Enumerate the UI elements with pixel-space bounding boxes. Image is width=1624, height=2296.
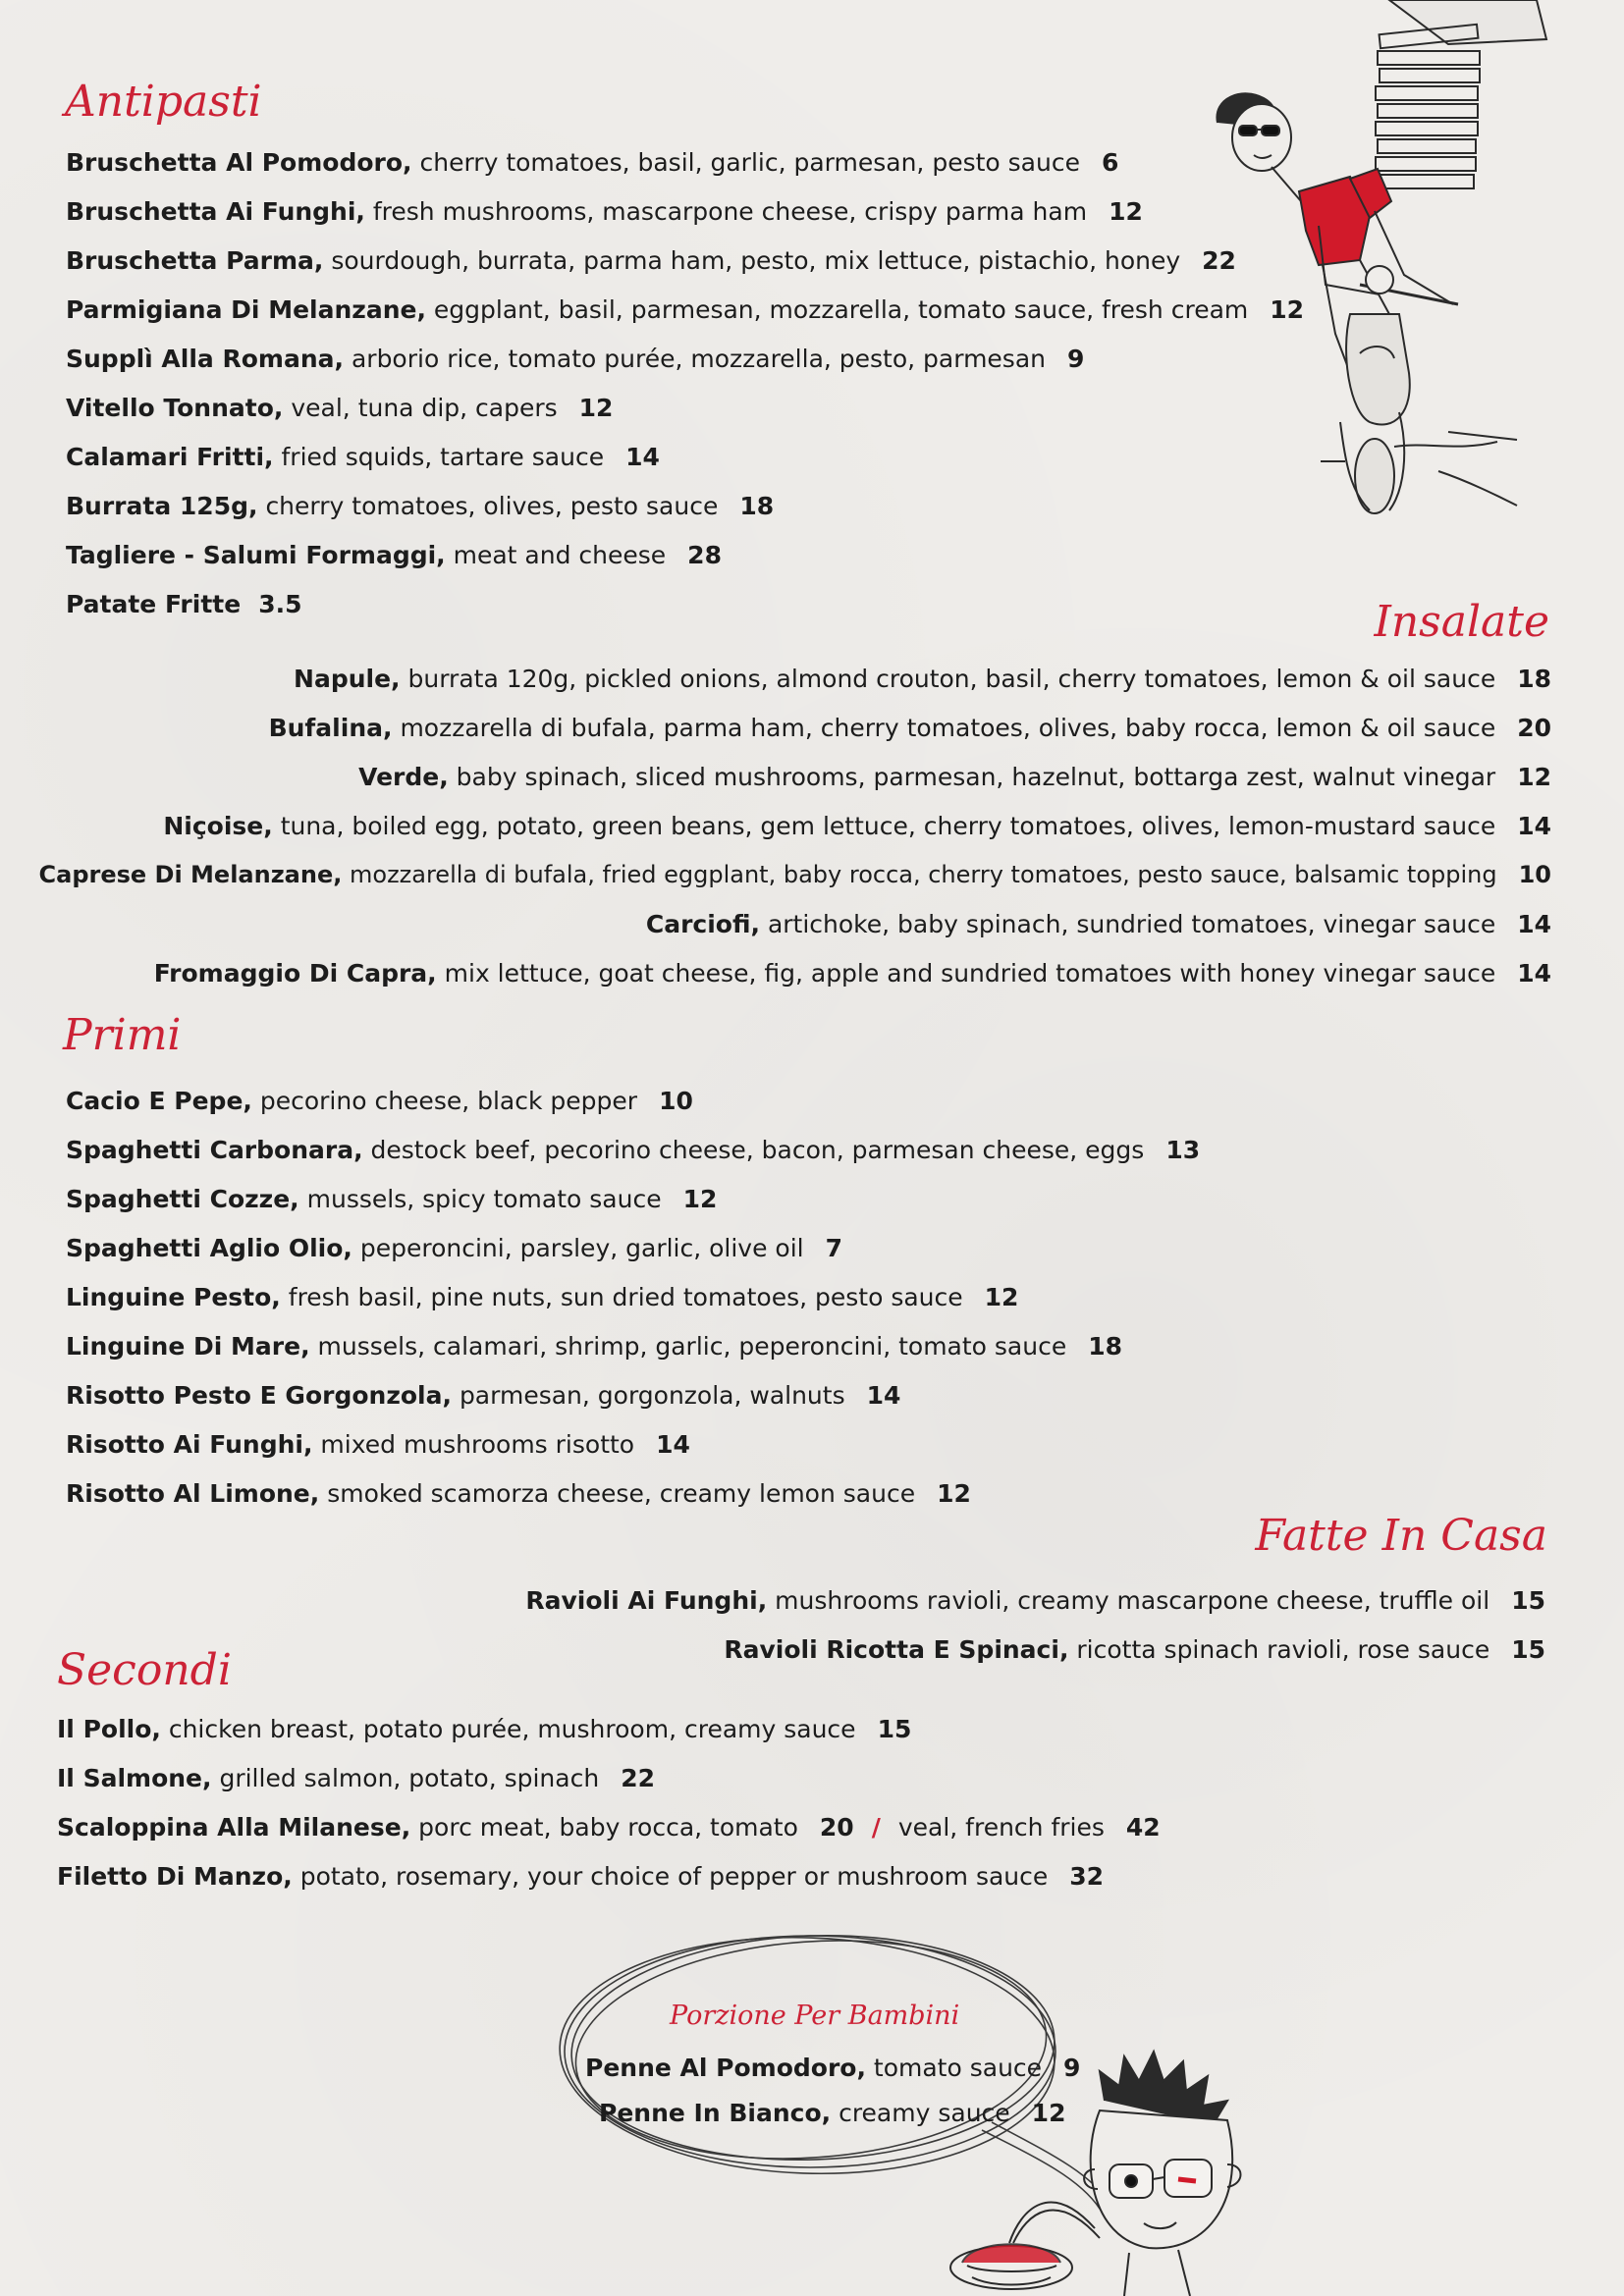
item-description: arborio rice, tomato purée, mozzarella, pesto, parmesan: [351, 345, 1046, 373]
menu-item: [57, 1864, 1104, 1889]
item-name: Risotto Ai Funghi,: [66, 1430, 313, 1459]
menu-item: [66, 347, 1084, 371]
item-description: baby spinach, sliced mushrooms, parmesan, hazelnut, bottarga zest, walnut vinegar: [456, 763, 1496, 791]
item-name: Penne In Bianco,: [599, 2099, 832, 2127]
pizza-box-stack: [1376, 0, 1546, 188]
menu-item: [358, 765, 1551, 789]
item-price: 9: [1063, 2054, 1081, 2082]
item-price: 13: [1165, 1136, 1201, 1164]
item-description: veal, tuna dip, capers: [291, 394, 558, 422]
item-price: 22: [621, 1764, 655, 1792]
item-price: 12: [682, 1185, 718, 1213]
item-name: Niçoise,: [163, 812, 273, 840]
item-price: 20: [819, 1813, 854, 1842]
menu-item: [66, 494, 774, 518]
menu-item: [66, 592, 301, 616]
item-price: 18: [1517, 665, 1551, 693]
item-price: 14: [866, 1381, 901, 1410]
item-description: eggplant, basil, parmesan, mozzarella, tomato sauce, fresh cream: [433, 295, 1249, 324]
item-description: cherry tomatoes, basil, garlic, parmesan, pesto sauce: [419, 148, 1080, 177]
item-price: 32: [1069, 1862, 1105, 1891]
item-name: Il Pollo,: [57, 1715, 161, 1743]
item-price: 14: [1517, 959, 1551, 988]
menu-item: [646, 912, 1551, 936]
item-name: Bruschetta Ai Funghi,: [66, 197, 365, 226]
item-price: 9: [1067, 345, 1085, 373]
item-price: 10: [1518, 861, 1551, 888]
item-description: burrata 120g, pickled onions, almond crouton, basil, cherry tomatoes, lemon & oil sauce: [407, 665, 1496, 693]
menu-item: [163, 814, 1551, 838]
item-name: Spaghetti Aglio Olio,: [66, 1234, 352, 1262]
primi-heading: Primi: [63, 1010, 182, 1060]
item-name: Carciofi,: [645, 910, 760, 938]
item-name: Tagliere - Salumi Formaggi,: [66, 541, 446, 569]
item-name: Linguine Pesto,: [66, 1283, 281, 1311]
item-description: mix lettuce, goat cheese, fig, apple and sundried tomatoes with honey vinegar sauce: [444, 959, 1496, 988]
item-name: Linguine Di Mare,: [66, 1332, 310, 1361]
menu-item: [66, 1383, 900, 1408]
menu-item: [66, 1138, 1200, 1162]
price-separator: /: [871, 1813, 881, 1842]
antipasti-heading: Antipasti: [65, 77, 262, 127]
item-price: 22: [1202, 246, 1236, 275]
delivery-man-head: [1217, 93, 1291, 171]
item-price: 20: [1517, 714, 1551, 742]
menu-item: [66, 150, 1118, 175]
menu-item: [66, 396, 613, 420]
item-price: 15: [877, 1715, 912, 1743]
item-description: destock beef, pecorino cheese, bacon, parmesan cheese, eggs: [370, 1136, 1145, 1164]
item-description: smoked scamorza cheese, creamy lemon sauce: [327, 1479, 916, 1508]
item-price: 18: [1088, 1332, 1123, 1361]
item-description: parmesan, gorgonzola, walnuts: [459, 1381, 845, 1410]
item-description: mixed mushrooms risotto: [320, 1430, 635, 1459]
item-description: creamy sauce: [839, 2099, 1010, 2127]
item-price: 7: [825, 1234, 843, 1262]
item-name: Patate Fritte: [66, 590, 242, 618]
item-description: fresh mushrooms, mascarpone cheese, crispy parma ham: [372, 197, 1088, 226]
item-description: chicken breast, potato purée, mushroom, creamy sauce: [168, 1715, 856, 1743]
item-price: 14: [625, 443, 660, 471]
item-price: 12: [1517, 763, 1551, 791]
item-description: mussels, calamari, shrimp, garlic, peperoncini, tomato sauce: [317, 1332, 1067, 1361]
item-description: peperoncini, parsley, garlic, olive oil: [359, 1234, 804, 1262]
item-price: 28: [687, 541, 722, 569]
item-description: artichoke, baby spinach, sundried tomatoes, vinegar sauce: [767, 910, 1496, 938]
scooter: [1321, 266, 1517, 513]
scooter-delivery-man-illustration: [1203, 0, 1566, 550]
item-name: Vitello Tonnato,: [66, 394, 284, 422]
item-name: Caprese Di Melanzane,: [38, 861, 343, 888]
item-name: Cacio E Pepe,: [66, 1087, 252, 1115]
item-name: Spaghetti Carbonara,: [66, 1136, 363, 1164]
menu-item: [57, 1815, 1161, 1840]
item-description: fried squids, tartare sauce: [281, 443, 605, 471]
menu-item: [66, 1334, 1122, 1359]
item-description: pecorino cheese, black pepper: [259, 1087, 638, 1115]
spaghetti-plate-icon: [950, 2203, 1100, 2289]
item-name: Bufalina,: [268, 714, 393, 742]
item-price: 18: [739, 492, 775, 520]
item-price: 3.5: [258, 590, 302, 618]
item-price: 12: [1270, 295, 1305, 324]
item-description: tuna, boiled egg, potato, green beans, gem lettuce, cherry tomatoes, olives, lemon-mustard sauce: [280, 812, 1496, 840]
item-name: Bruschetta Al Pomodoro,: [66, 148, 412, 177]
item-alt-description: veal, french fries: [897, 1813, 1105, 1842]
item-name: Spaghetti Cozze,: [66, 1185, 299, 1213]
menu-item: [57, 1766, 655, 1790]
menu-item: [57, 1717, 911, 1741]
item-description: sourdough, burrata, parma ham, pesto, mix lettuce, pistachio, honey: [331, 246, 1181, 275]
menu-item: [66, 1089, 693, 1113]
item-price: 10: [659, 1087, 693, 1115]
item-name: Parmigiana Di Melanzane,: [66, 295, 426, 324]
menu-item: [154, 961, 1551, 986]
item-price: 14: [1517, 812, 1551, 840]
item-description: potato, rosemary, your choice of pepper or mushroom sauce: [299, 1862, 1049, 1891]
kids-heading: Porzione Per Bambini: [670, 2001, 960, 2031]
item-description: mozzarella di bufala, parma ham, cherry tomatoes, olives, baby rocca, lemon & oil sauce: [400, 714, 1496, 742]
item-name: Il Salmone,: [57, 1764, 212, 1792]
item-description: cherry tomatoes, olives, pesto sauce: [265, 492, 719, 520]
item-description: mozzarella di bufala, fried eggplant, baby rocca, cherry tomatoes, pesto sauce, balsamic topping: [350, 861, 1497, 888]
fatte-in-casa-heading: Fatte In Casa: [1255, 1511, 1547, 1561]
item-price: 15: [1511, 1586, 1545, 1615]
item-price: 12: [1109, 197, 1143, 226]
insalate-heading: Insalate: [1374, 597, 1549, 647]
item-price: 12: [984, 1283, 1019, 1311]
menu-item: [66, 445, 660, 469]
menu-item: [66, 1236, 842, 1260]
item-name: Burrata 125g,: [66, 492, 258, 520]
item-description: mushrooms ravioli, creamy mascarpone cheese, truffle oil: [775, 1586, 1490, 1615]
menu-item: [66, 297, 1304, 322]
item-alt-price: 42: [1125, 1813, 1161, 1842]
item-name: Risotto Al Limone,: [66, 1479, 320, 1508]
menu-item: [66, 543, 722, 567]
item-name: Filetto Di Manzo,: [57, 1862, 293, 1891]
item-price: 14: [1517, 910, 1551, 938]
item-price: 12: [937, 1479, 971, 1508]
item-name: Napule,: [294, 665, 401, 693]
item-name: Fromaggio Di Capra,: [153, 959, 437, 988]
item-name: Risotto Pesto E Gorgonzola,: [66, 1381, 452, 1410]
menu-item: [269, 716, 1551, 740]
item-price: 12: [1031, 2099, 1066, 2127]
item-description: fresh basil, pine nuts, sun dried tomatoes, pesto sauce: [288, 1283, 963, 1311]
item-price: 12: [578, 394, 614, 422]
menu-item: [66, 1432, 690, 1457]
item-name: Supplì Alla Romana,: [66, 345, 345, 373]
menu-item: [66, 1187, 717, 1211]
item-name: Ravioli Ricotta E Spinaci,: [724, 1635, 1069, 1664]
item-name: Bruschetta Parma,: [66, 246, 324, 275]
menu-item: [66, 1481, 971, 1506]
item-name: Ravioli Ai Funghi,: [525, 1586, 768, 1615]
boy-face: [1084, 2110, 1240, 2248]
menu-item: [66, 1285, 1018, 1309]
item-price: 14: [656, 1430, 690, 1459]
item-description: ricotta spinach ravioli, rose sauce: [1076, 1635, 1490, 1664]
item-name: Scaloppina Alla Milanese,: [57, 1813, 411, 1842]
item-description: meat and cheese: [453, 541, 667, 569]
item-name: Calamari Fritti,: [66, 443, 274, 471]
menu-item: [294, 667, 1551, 691]
item-description: mussels, spicy tomato sauce: [306, 1185, 662, 1213]
menu-item: [66, 248, 1236, 273]
menu-item: [525, 1588, 1545, 1613]
item-name: Penne Al Pomodoro,: [585, 2054, 866, 2082]
menu-item: [724, 1637, 1545, 1662]
item-price: 15: [1511, 1635, 1545, 1664]
menu-item: [39, 863, 1551, 886]
item-description: grilled salmon, potato, spinach: [219, 1764, 600, 1792]
item-description: tomato sauce: [873, 2054, 1043, 2082]
boy-eating-spaghetti-illustration: [933, 2042, 1326, 2296]
item-description: porc meat, baby rocca, tomato: [418, 1813, 798, 1842]
secondi-heading: Secondi: [57, 1645, 232, 1695]
item-price: 6: [1101, 148, 1119, 177]
menu-item: [66, 199, 1143, 224]
item-name: Verde,: [358, 763, 449, 791]
